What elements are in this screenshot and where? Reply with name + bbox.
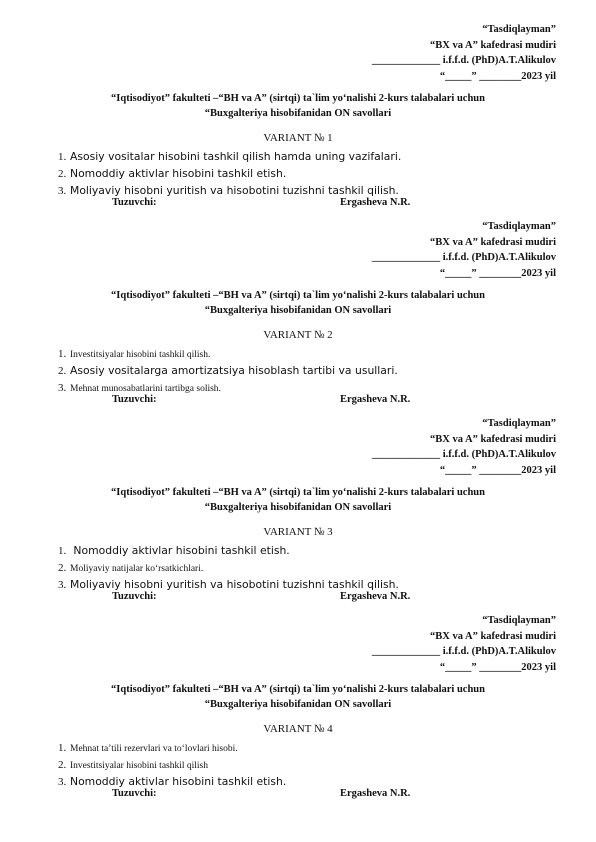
author-label: Tuzuvchi: bbox=[112, 788, 157, 799]
question-text: Mehnat ta’tili rezervlari va to‘lovlari hisobi. bbox=[70, 744, 238, 754]
question-item bbox=[58, 147, 558, 164]
question-number: 2. bbox=[58, 168, 67, 180]
question-list bbox=[58, 738, 558, 789]
question-item bbox=[58, 541, 558, 558]
approval-stamp bbox=[336, 219, 556, 281]
author-name: Ergasheva N.R. bbox=[340, 197, 411, 208]
approval-department-head: “BX va A” kafedrasi mudiri bbox=[429, 630, 556, 642]
question-item bbox=[58, 755, 558, 772]
approval-signature-line: _____________ i.f.f.d. (PhD)A.T.Alikulov bbox=[371, 55, 556, 66]
exam-heading bbox=[0, 91, 596, 121]
author-label: Tuzuvchi: bbox=[112, 394, 157, 405]
question-number: 2. bbox=[58, 562, 67, 574]
question-number: 1. bbox=[58, 545, 67, 557]
heading-faculty-line: “Iqtisodiyot” fakulteti –“BH va A” (sirtqi) ta`lim yo‘nalishi 2-kurs talabalari uchun bbox=[111, 487, 485, 498]
question-text: Moliyaviy hisobni yuritish va hisobotini tuzishni tashkil qilish. bbox=[70, 184, 399, 197]
question-list bbox=[58, 147, 558, 198]
question-number: 1. bbox=[58, 151, 67, 163]
variant-label: VARIANT № 1 bbox=[263, 132, 333, 144]
exam-heading bbox=[0, 682, 596, 712]
question-text: Asosiy vositalarga amortizatsiya hisoblash tartibi va usullari. bbox=[70, 364, 398, 377]
author-name: Ergasheva N.R. bbox=[340, 591, 411, 602]
approval-date-line: “_____” ________2023 yil bbox=[439, 267, 556, 279]
author-label: Tuzuvchi: bbox=[112, 197, 157, 208]
question-number: 3. bbox=[58, 579, 67, 591]
question-text: Nomoddiy aktivlar hisobini tashkil etish. bbox=[70, 167, 287, 180]
exam-heading bbox=[0, 485, 596, 515]
approval-stamp bbox=[336, 613, 556, 675]
question-list bbox=[58, 541, 558, 592]
approval-signature-line: _____________ i.f.f.d. (PhD)A.T.Alikulov bbox=[371, 646, 556, 657]
question-text: Investitsiyalar hisobini tashkil qilish bbox=[70, 761, 209, 771]
question-text: Nomoddiy aktivlar hisobini tashkil etish. bbox=[70, 544, 290, 557]
exam-heading bbox=[0, 288, 596, 318]
variant-label: VARIANT № 2 bbox=[263, 329, 333, 341]
heading-subject-line: “Buxgalteriya hisobifanidan ON savollari bbox=[204, 108, 392, 119]
question-number: 2. bbox=[58, 365, 67, 377]
question-number: 1. bbox=[58, 742, 67, 754]
question-list bbox=[58, 344, 558, 395]
question-item bbox=[58, 738, 558, 755]
question-text: Investitsiyalar hisobini tashkil qilish. bbox=[70, 350, 211, 360]
question-number: 3. bbox=[58, 382, 67, 394]
heading-faculty-line: “Iqtisodiyot” fakulteti –“BH va A” (sirtqi) ta`lim yo‘nalishi 2-kurs talabalari uchun bbox=[111, 684, 485, 695]
question-item bbox=[58, 361, 558, 378]
approval-title: “Tasdiqlayman” bbox=[482, 418, 556, 429]
heading-subject-line: “Buxgalteriya hisobifanidan ON savollari bbox=[204, 502, 392, 513]
approval-stamp bbox=[336, 22, 556, 84]
question-number: 1. bbox=[58, 348, 67, 360]
approval-date-line: “_____” ________2023 yil bbox=[439, 464, 556, 476]
approval-date-line: “_____” ________2023 yil bbox=[439, 661, 556, 673]
question-number: 2. bbox=[58, 759, 67, 771]
approval-department-head: “BX va A” kafedrasi mudiri bbox=[429, 39, 556, 51]
heading-subject-line: “Buxgalteriya hisobifanidan ON savollari bbox=[204, 699, 392, 710]
heading-faculty-line: “Iqtisodiyot” fakulteti –“BH va A” (sirtqi) ta`lim yo‘nalishi 2-kurs talabalari uchun bbox=[111, 93, 485, 104]
author-name: Ergasheva N.R. bbox=[340, 788, 411, 799]
question-number: 3. bbox=[58, 776, 67, 788]
heading-subject-line: “Buxgalteriya hisobifanidan ON savollari bbox=[204, 305, 392, 316]
approval-title: “Tasdiqlayman” bbox=[482, 24, 556, 35]
question-text: Moliyaviy natijalar ko‘rsatkichlari. bbox=[70, 564, 204, 574]
approval-signature-line: _____________ i.f.f.d. (PhD)A.T.Alikulov bbox=[371, 252, 556, 263]
heading-faculty-line: “Iqtisodiyot” fakulteti –“BH va A” (sirtqi) ta`lim yo‘nalishi 2-kurs talabalari uchun bbox=[111, 290, 485, 301]
question-text: Asosiy vositalar hisobini tashkil qilish hamda uning vazifalari. bbox=[70, 150, 402, 163]
question-text: Moliyaviy hisobni yuritish va hisobotini tuzishni tashkil qilish. bbox=[70, 578, 399, 591]
approval-stamp bbox=[336, 416, 556, 478]
variant-label: VARIANT № 3 bbox=[263, 526, 333, 538]
approval-department-head: “BX va A” kafedrasi mudiri bbox=[429, 433, 556, 445]
author-label: Tuzuvchi: bbox=[112, 591, 157, 602]
question-item bbox=[58, 558, 558, 575]
approval-title: “Tasdiqlayman” bbox=[482, 615, 556, 626]
approval-signature-line: _____________ i.f.f.d. (PhD)A.T.Alikulov bbox=[371, 449, 556, 460]
approval-title: “Tasdiqlayman” bbox=[482, 221, 556, 232]
question-text: Nomoddiy aktivlar hisobini tashkil etish. bbox=[70, 775, 287, 788]
question-item bbox=[58, 344, 558, 361]
question-number: 3. bbox=[58, 185, 67, 197]
approval-date-line: “_____” ________2023 yil bbox=[439, 70, 556, 82]
approval-department-head: “BX va A” kafedrasi mudiri bbox=[429, 236, 556, 248]
question-text: Mehnat munosabatlarini tartibga solish. bbox=[70, 384, 221, 394]
variant-label: VARIANT № 4 bbox=[263, 723, 333, 735]
question-item bbox=[58, 164, 558, 181]
author-name: Ergasheva N.R. bbox=[340, 394, 411, 405]
